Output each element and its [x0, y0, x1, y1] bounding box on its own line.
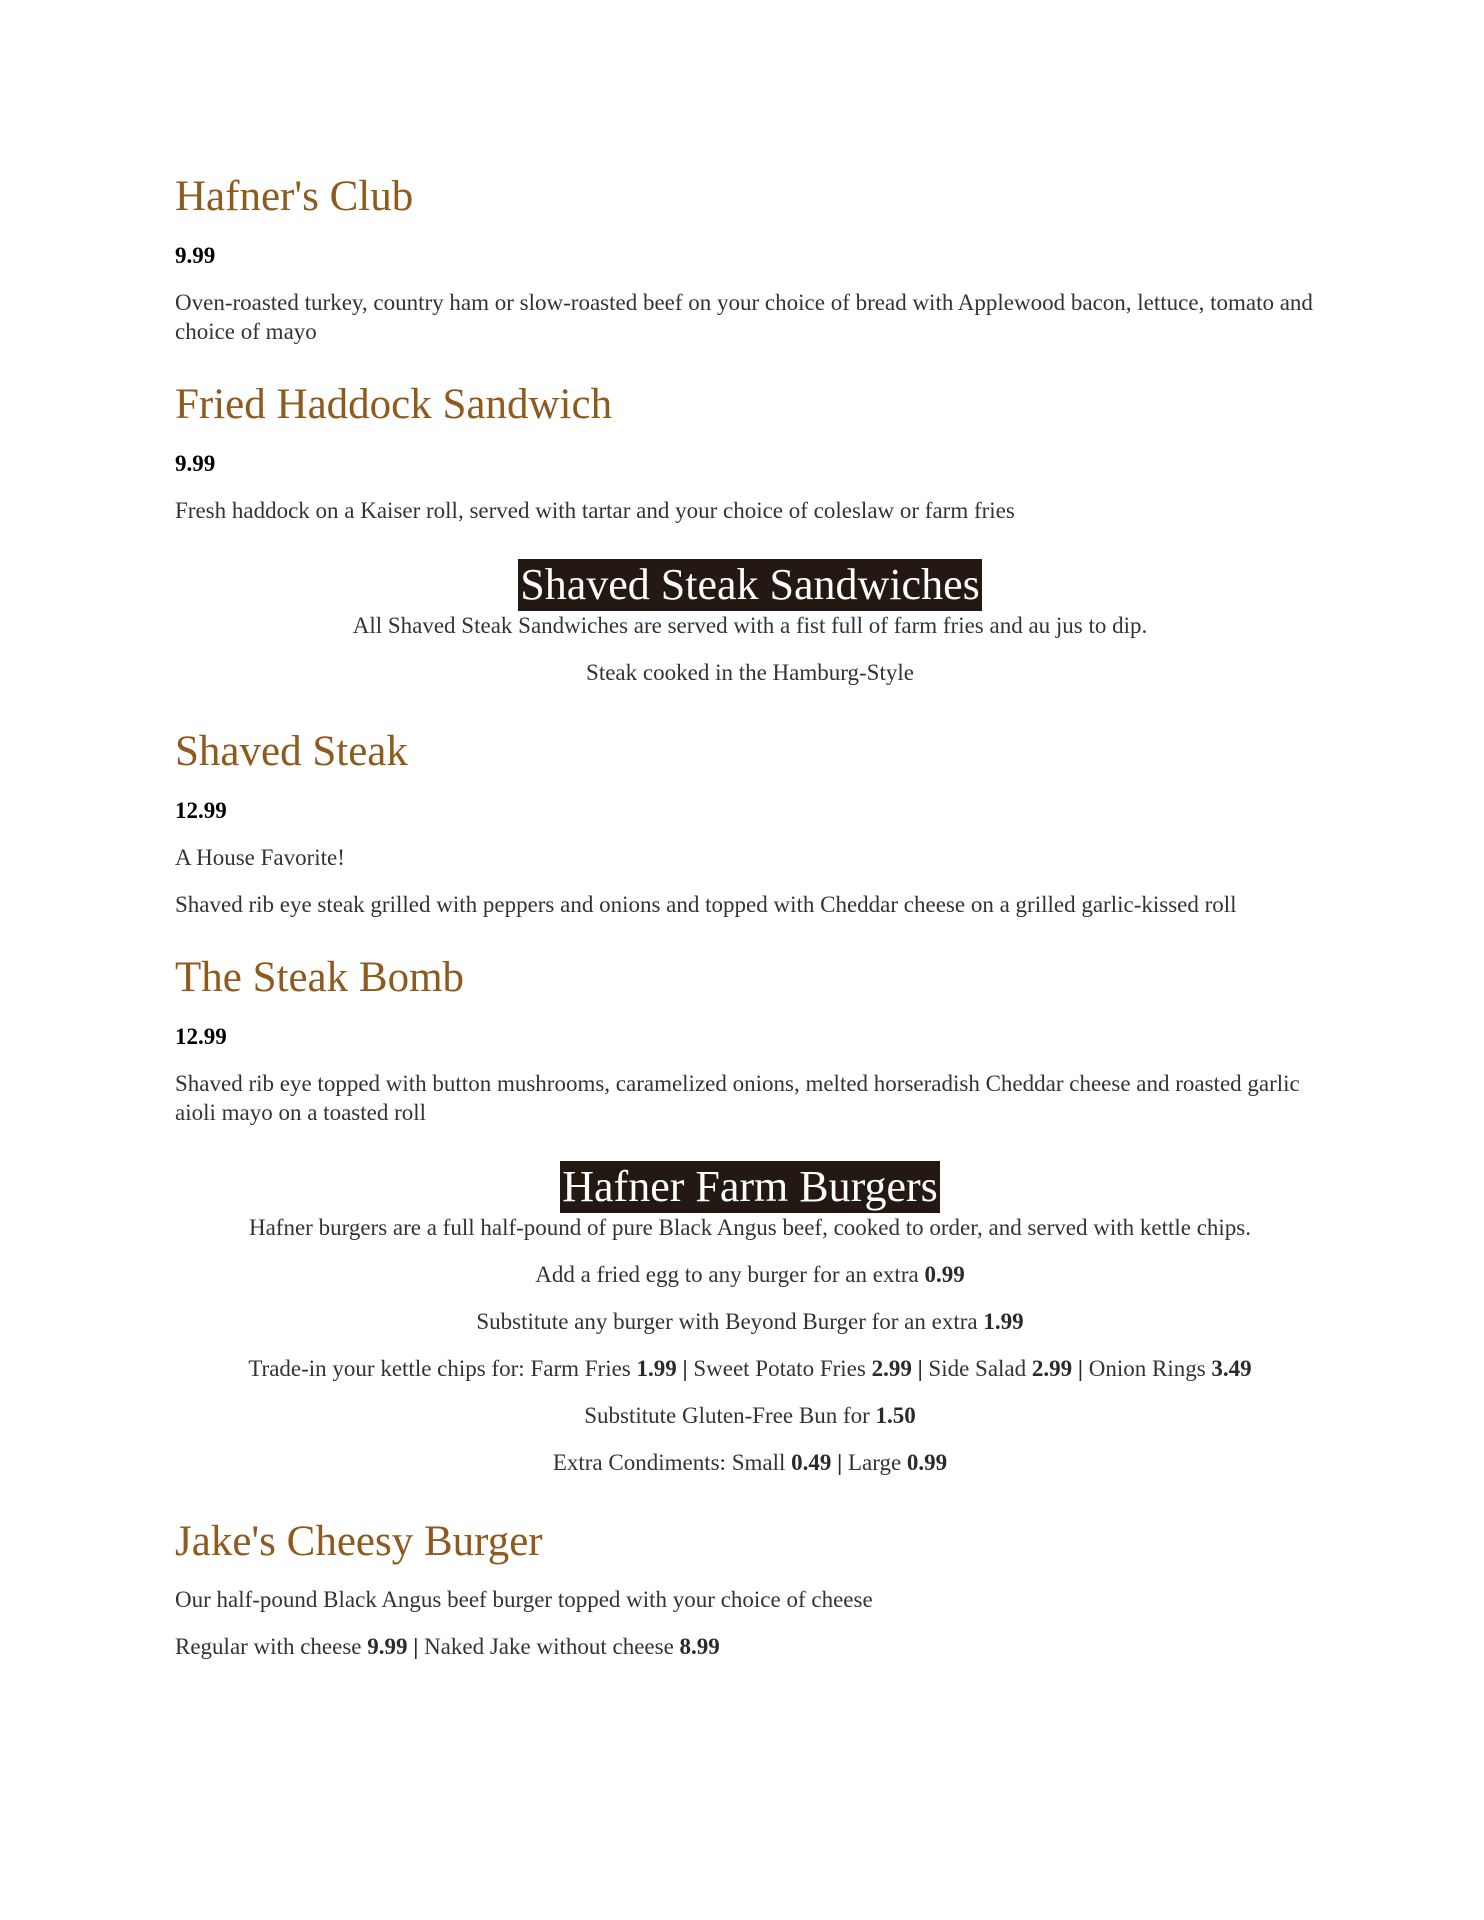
tradein-text: Trade-in your kettle chips for: — [248, 1356, 531, 1381]
condiments-text: Extra Condiments: — [552, 1450, 732, 1475]
tradein-price: 3.49 — [1211, 1356, 1252, 1381]
addon-text: Substitute any burger with Beyond Burger for an extra — [476, 1309, 984, 1334]
addon-price: 1.99 — [983, 1309, 1024, 1334]
separator: | — [831, 1450, 848, 1475]
gluten-free-note — [175, 1401, 1325, 1430]
menu-content — [175, 172, 1325, 1695]
condiments-option: Small — [731, 1450, 792, 1475]
tradein-option: Farm Fries — [530, 1356, 637, 1381]
section-note: Steak cooked in the Hamburg-Style — [586, 660, 914, 685]
addon-price: 1.50 — [875, 1403, 916, 1428]
option-text: Naked Jake without cheese — [424, 1634, 680, 1659]
section-hafner-burgers — [175, 1161, 1325, 1477]
option-price: 8.99 — [679, 1634, 720, 1659]
addon-text: Add a fried egg to any burger for an extra — [535, 1262, 925, 1287]
item-description: Shaved rib eye topped with button mushrooms, caramelized onions, melted horseradish Cheddar cheese and roasted garlic aioli mayo on a toasted roll — [175, 1071, 1300, 1125]
item-price: 9.99 — [175, 243, 216, 268]
item-price: 9.99 — [175, 451, 216, 476]
menu-item-jakes-cheesy-burger — [175, 1517, 1325, 1661]
option-text: Regular with cheese — [175, 1634, 368, 1659]
item-description: Fresh haddock on a Kaiser roll, served with tartar and your choice of coleslaw or farm fries — [175, 498, 1015, 523]
tradein-note — [175, 1354, 1325, 1383]
menu-item-fried-haddock — [175, 380, 1325, 525]
item-description: Shaved rib eye steak grilled with peppers and onions and topped with Cheddar cheese on a grilled garlic-kissed roll — [175, 892, 1237, 917]
menu-item-shaved-steak — [175, 727, 1325, 919]
tradein-price: 2.99 — [871, 1356, 912, 1381]
tradein-price: 2.99 — [1031, 1356, 1073, 1381]
item-title: Fried Haddock Sandwich — [175, 381, 613, 428]
item-price: 12.99 — [175, 798, 227, 823]
item-title: The Steak Bomb — [175, 954, 465, 1001]
item-tagline: A House Favorite! — [175, 845, 345, 870]
beyond-addon-note — [175, 1307, 1325, 1336]
tradein-option: Side Salad — [928, 1356, 1032, 1381]
item-price: 12.99 — [175, 1024, 227, 1049]
egg-addon-note — [175, 1260, 1325, 1289]
menu-item-steak-bomb — [175, 953, 1325, 1127]
section-shaved-steak — [175, 559, 1325, 687]
item-description: Our half-pound Black Angus beef burger topped with your choice of cheese — [175, 1587, 873, 1612]
addon-price: 0.99 — [924, 1262, 965, 1287]
section-note: All Shaved Steak Sandwiches are served with a fist full of farm fries and au jus to dip. — [352, 613, 1148, 638]
tradein-price: 1.99 — [636, 1356, 677, 1381]
separator: | — [1072, 1356, 1089, 1381]
addon-text: Substitute Gluten-Free Bun for — [584, 1403, 876, 1428]
item-title: Shaved Steak — [175, 728, 408, 775]
option-price: 9.99 — [367, 1634, 408, 1659]
separator: | — [407, 1634, 425, 1659]
section-note: Hafner burgers are a full half-pound of pure Black Angus beef, cooked to order, and served with kettle chips. — [248, 1215, 1252, 1240]
condiments-price: 0.99 — [906, 1450, 948, 1475]
condiments-note — [175, 1448, 1325, 1477]
separator: | — [911, 1356, 929, 1381]
tradein-option: Onion Rings — [1088, 1356, 1212, 1381]
condiments-price: 0.49 — [791, 1450, 832, 1475]
separator: | — [676, 1356, 694, 1381]
item-title: Hafner's Club — [175, 173, 414, 220]
section-title: Shaved Steak Sandwiches — [520, 560, 980, 609]
tradein-option: Sweet Potato Fries — [693, 1356, 872, 1381]
section-title: Hafner Farm Burgers — [562, 1162, 938, 1211]
item-description: Oven-roasted turkey, country ham or slow-roasted beef on your choice of bread with Applewood bacon, lettuce, tomato and choice of mayo — [175, 290, 1313, 344]
condiments-option: Large — [847, 1450, 907, 1475]
menu-item-hafners-club — [175, 172, 1325, 346]
item-title: Jake's Cheesy Burger — [175, 1518, 543, 1565]
item-pricing — [175, 1632, 1325, 1661]
